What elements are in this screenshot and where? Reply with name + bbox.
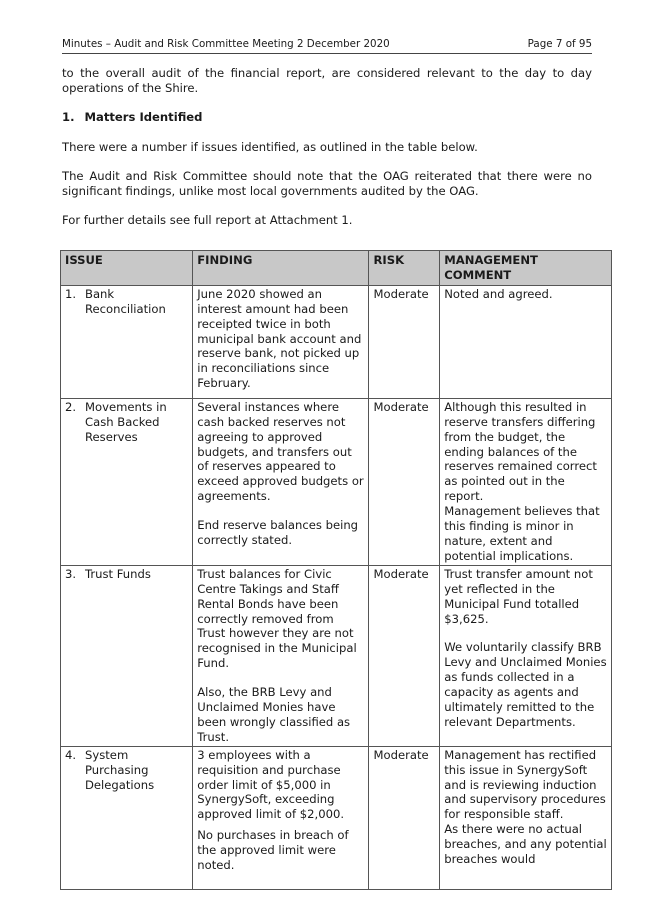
comment-cell <box>440 746 612 889</box>
paragraph-oag-note: The Audit and Risk Committee should note that the OAG reiterated that there were no significant findings, unlike most local governments audited by the OAG. <box>62 169 592 198</box>
table-row <box>61 565 612 746</box>
paragraph-further-details: For further details see full report at Attachment 1. <box>62 213 353 227</box>
finding-text: Several instances where cash backed reserves not agreeing to approved budgets, and transfers out of reserves appeared to exceed approved budgets or agreements. <box>197 399 364 504</box>
intro-continuation: to the overall audit of the financial report, are considered relevant to the day to day operations of the Shire. <box>62 66 592 95</box>
table-header-row <box>61 251 612 286</box>
comment-text: Trust transfer amount not yet reflected in the Municipal Fund totalled $3,625. <box>444 566 593 626</box>
finding-text: Trust balances for Civic Centre Takings and Staff Rental Bonds have been correctly removed from Trust however they are not recognised in the Municipal Fund. <box>197 566 357 671</box>
finding-cell <box>193 398 369 565</box>
issue-number: 1. <box>65 286 77 301</box>
page-header <box>62 38 592 54</box>
finding-cell <box>193 285 369 398</box>
finding-text: June 2020 showed an interest amount had been receipted twice in both municipal bank account and reserve bank, not picked up in reconciliations since February. <box>197 286 362 391</box>
comment-text-secondary: Management believes that this finding is minor in nature, extent and potential implications. <box>444 504 600 563</box>
section-heading <box>62 110 202 124</box>
finding-text-secondary: End reserve balances being correctly stated. <box>197 518 359 548</box>
finding-text: 3 employees with a requisition and purchase order limit of $5,000 in SynergySoft, exceeding approved limit of $2,000. <box>197 747 345 822</box>
issue-cell <box>61 398 193 565</box>
finding-cell <box>193 565 369 746</box>
comment-cell <box>440 398 612 565</box>
page-number: Page 7 of 95 <box>527 38 592 50</box>
paragraph-issues-intro: There were a number if issues identified, as outlined in the table below. <box>62 140 478 154</box>
issue-cell <box>61 565 193 746</box>
issue-number: 3. <box>65 566 77 581</box>
risk-cell: Moderate <box>369 746 440 889</box>
risk-cell: Moderate <box>369 398 440 565</box>
table-row <box>61 285 612 398</box>
issue-number: 4. <box>65 747 77 762</box>
issue-text: Bank Reconciliation <box>85 286 166 316</box>
findings-table <box>60 250 612 890</box>
header-risk: RISK <box>369 251 440 286</box>
finding-cell <box>193 746 369 889</box>
section-title: Matters Identified <box>84 110 203 124</box>
header-title: Minutes – Audit and Risk Committee Meeting 2 December 2020 <box>62 38 390 50</box>
header-issue: ISSUE <box>61 251 193 286</box>
comment-text: Although this resulted in reserve transfers differing from the budget, the ending balances of the reserves remained correct as pointed out in the report. <box>444 399 597 504</box>
comment-text: Management has rectified this issue in SynergySoft and is reviewing induction and supervisory procedures for responsible staff. <box>444 747 606 822</box>
section-number: 1. <box>62 110 75 124</box>
comment-text: Noted and agreed. <box>444 286 553 301</box>
issue-text: Trust Funds <box>85 566 151 581</box>
risk-cell: Moderate <box>369 565 440 746</box>
finding-text-secondary: Also, the BRB Levy and Unclaimed Monies have been wrongly classified as Trust. <box>197 685 351 744</box>
finding-text-secondary: No purchases in breach of the approved limit were noted. <box>197 828 349 873</box>
header-management-comment: MANAGEMENT COMMENT <box>440 251 612 286</box>
comment-cell <box>440 285 612 398</box>
comment-cell <box>440 565 612 746</box>
table-row <box>61 746 612 889</box>
risk-cell: Moderate <box>369 285 440 398</box>
comment-text-secondary: As there were no actual breaches, and any potential breaches would <box>444 822 607 867</box>
comment-text-secondary: We voluntarily classify BRB Levy and Unclaimed Monies as funds collected in a capacity as agents and ultimately remitted to the relevant Departments. <box>444 640 607 729</box>
issue-text: System Purchasing Delegations <box>85 747 155 792</box>
issue-text: Movements in Cash Backed Reserves <box>85 399 167 444</box>
table-row <box>61 398 612 565</box>
issue-number: 2. <box>65 399 77 414</box>
issue-cell <box>61 285 193 398</box>
header-finding: FINDING <box>193 251 369 286</box>
issue-cell <box>61 746 193 889</box>
